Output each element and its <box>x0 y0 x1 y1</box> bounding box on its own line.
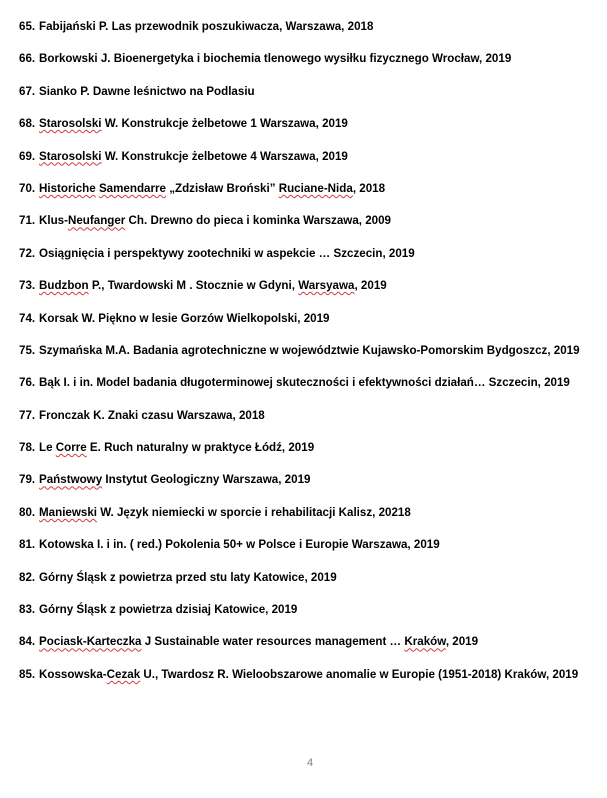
entry-text <box>39 373 570 393</box>
entry-number: 68. <box>19 117 36 131</box>
entry-text-segment: W. Język niemiecki w sporcie i rehabilitacji Kalisz, 20218 <box>97 505 411 519</box>
page-number: 4 <box>306 757 314 769</box>
entry-text-segment: Korsak W. Piękno w lesie Gorzów Wielkopolski, 2019 <box>39 311 330 325</box>
entry-text-segment: Le <box>39 441 56 455</box>
entry-number: 72. <box>19 246 36 260</box>
entry-text-segment: Borkowski J. Bioenergetyka i biochemia tlenowego wysiłku fizycznego Wrocław, 2019 <box>39 52 512 66</box>
entry-number: 71. <box>19 214 36 228</box>
entry-text-segment: Instytut Geologiczny Warszawa, 2019 <box>102 473 311 487</box>
spellcheck-flagged-word: Corre <box>55 441 87 455</box>
bibliography-entry <box>0 665 607 697</box>
bibliography-list <box>0 17 607 697</box>
entry-text <box>39 17 373 37</box>
entry-number: 73. <box>19 279 36 293</box>
entry-text-segment: , 2019 <box>354 279 387 293</box>
bibliography-entry <box>0 341 607 373</box>
bibliography-entry <box>0 114 607 146</box>
spellcheck-flagged-word: Historiche <box>39 181 96 195</box>
spellcheck-flagged-word: Neufanger <box>67 214 126 228</box>
entry-number: 77. <box>19 408 36 422</box>
entry-text <box>39 82 255 102</box>
spellcheck-flagged-word: Kraków <box>404 635 446 649</box>
bibliography-entry <box>0 276 607 308</box>
entry-text-segment: Fabijański P. Las przewodnik poszukiwacza, Warszawa, 2018 <box>39 20 374 33</box>
spellcheck-flagged-word: Maniewski <box>39 505 97 519</box>
bibliography-entry <box>0 503 607 535</box>
entry-text-segment: J Sustainable water resources management … <box>141 635 405 649</box>
spellcheck-flagged-word: Państwowy <box>39 473 103 487</box>
entry-text-segment: Kossowska- <box>39 667 107 681</box>
bibliography-entry <box>0 309 607 341</box>
entry-text <box>39 49 511 69</box>
entry-text <box>39 341 580 361</box>
entry-text <box>39 406 265 426</box>
entry-text <box>39 211 391 231</box>
entry-number: 76. <box>19 376 36 390</box>
bibliography-entry <box>0 179 607 211</box>
entry-text-segment: Fronczak K. Znaki czasu Warszawa, 2018 <box>39 408 265 422</box>
entry-text-segment: Sianko P. Dawne leśnictwo na Podlasiu <box>39 84 255 98</box>
bibliography-entry <box>0 600 607 632</box>
entry-text <box>39 470 310 490</box>
entry-number: 83. <box>19 603 36 617</box>
entry-text <box>39 114 348 134</box>
entry-text <box>39 276 387 296</box>
bibliography-entry <box>0 632 607 664</box>
entry-text-segment: Ch. Drewno do pieca i kominka Warszawa, 2009 <box>125 214 391 228</box>
entry-number: 75. <box>19 343 36 357</box>
spellcheck-flagged-word: Starosolski <box>39 117 102 131</box>
entry-text-segment: Klus- <box>39 214 68 228</box>
bibliography-entry <box>0 568 607 600</box>
entry-text <box>39 503 411 523</box>
bibliography-entry <box>0 17 607 49</box>
bibliography-entry <box>0 406 607 438</box>
bibliography-entry <box>0 147 607 179</box>
spellcheck-flagged-word: Pociask-Karteczka <box>39 635 142 649</box>
entry-number: 81. <box>19 538 36 552</box>
spellcheck-flagged-word: Warsyawa <box>298 279 355 293</box>
entry-text-segment: Szymańska M.A. Badania agrotechniczne w województwie Kujawsko-Pomorskim Bydgoszcz, 2019 <box>39 343 580 357</box>
entry-number: 84. <box>19 635 36 649</box>
spellcheck-flagged-word: Budzbon <box>39 279 89 293</box>
entry-text <box>39 535 440 555</box>
entry-text-segment: W. Konstrukcje żelbetowe 1 Warszawa, 2019 <box>101 117 348 131</box>
bibliography-entry <box>0 535 607 567</box>
entry-number: 82. <box>19 570 36 584</box>
entry-number: 66. <box>19 52 36 66</box>
bibliography-entry <box>0 49 607 81</box>
entry-text-segment: W. Konstrukcje żelbetowe 4 Warszawa, 2019 <box>101 149 348 163</box>
bibliography-entry <box>0 373 607 405</box>
entry-text <box>39 665 578 685</box>
entry-text <box>39 568 337 588</box>
entry-text-segment: Górny Śląsk z powietrza przed stu laty Katowice, 2019 <box>39 570 337 584</box>
entry-text <box>39 309 329 329</box>
entry-text-segment: , 2019 <box>445 635 479 649</box>
entry-text-segment: „Zdzisław Broński” <box>165 181 279 195</box>
spellcheck-flagged-word: Samendarre <box>98 181 166 195</box>
entry-text <box>39 632 478 652</box>
bibliography-entry <box>0 438 607 470</box>
entry-text-segment: U., Twardosz R. Wieloobszarowe anomalie w Europie (1951-2018) Kraków, 2019 <box>140 667 579 681</box>
entry-number: 70. <box>19 181 36 195</box>
entry-text-segment: E. Ruch naturalny w praktyce Łódź, 2019 <box>86 441 315 455</box>
spellcheck-flagged-word: Starosolski <box>39 149 102 163</box>
bibliography-entry <box>0 211 607 243</box>
entry-text-segment: Bąk I. i in. Model badania długoterminowej skuteczności i efektywności działań… Szczecin, 2019 <box>39 376 570 390</box>
entry-text-segment: Osiągnięcia i perspektywy zootechniki w aspekcie … Szczecin, 2019 <box>39 246 415 260</box>
entry-text-segment: Kotowska I. i in. ( red.) Pokolenia 50+ w Polsce i Europie Warszawa, 2019 <box>39 538 440 552</box>
bibliography-entry <box>0 82 607 114</box>
entry-text-segment: , 2018 <box>352 181 386 195</box>
entry-text <box>39 438 314 458</box>
entry-number: 74. <box>19 311 36 325</box>
spellcheck-flagged-word: Ruciane-Nida <box>278 181 353 195</box>
entry-number: 69. <box>19 149 36 163</box>
entry-text <box>39 600 297 620</box>
entry-number: 67. <box>19 84 36 98</box>
bibliography-entry <box>0 244 607 276</box>
entry-text <box>39 244 415 264</box>
entry-text-segment: Górny Śląsk z powietrza dzisiaj Katowice, 2019 <box>39 603 298 617</box>
entry-number: 79. <box>19 473 36 487</box>
entry-text <box>39 179 385 199</box>
spellcheck-flagged-word: Cezak <box>106 667 141 681</box>
entry-number: 78. <box>19 441 36 455</box>
entry-number: 80. <box>19 505 36 519</box>
entry-number: 85. <box>19 667 36 681</box>
entry-text <box>39 147 348 167</box>
entry-text-segment: P., Twardowski M . Stocznie w Gdyni, <box>88 279 299 293</box>
bibliography-entry <box>0 470 607 502</box>
entry-number: 65. <box>19 20 36 33</box>
